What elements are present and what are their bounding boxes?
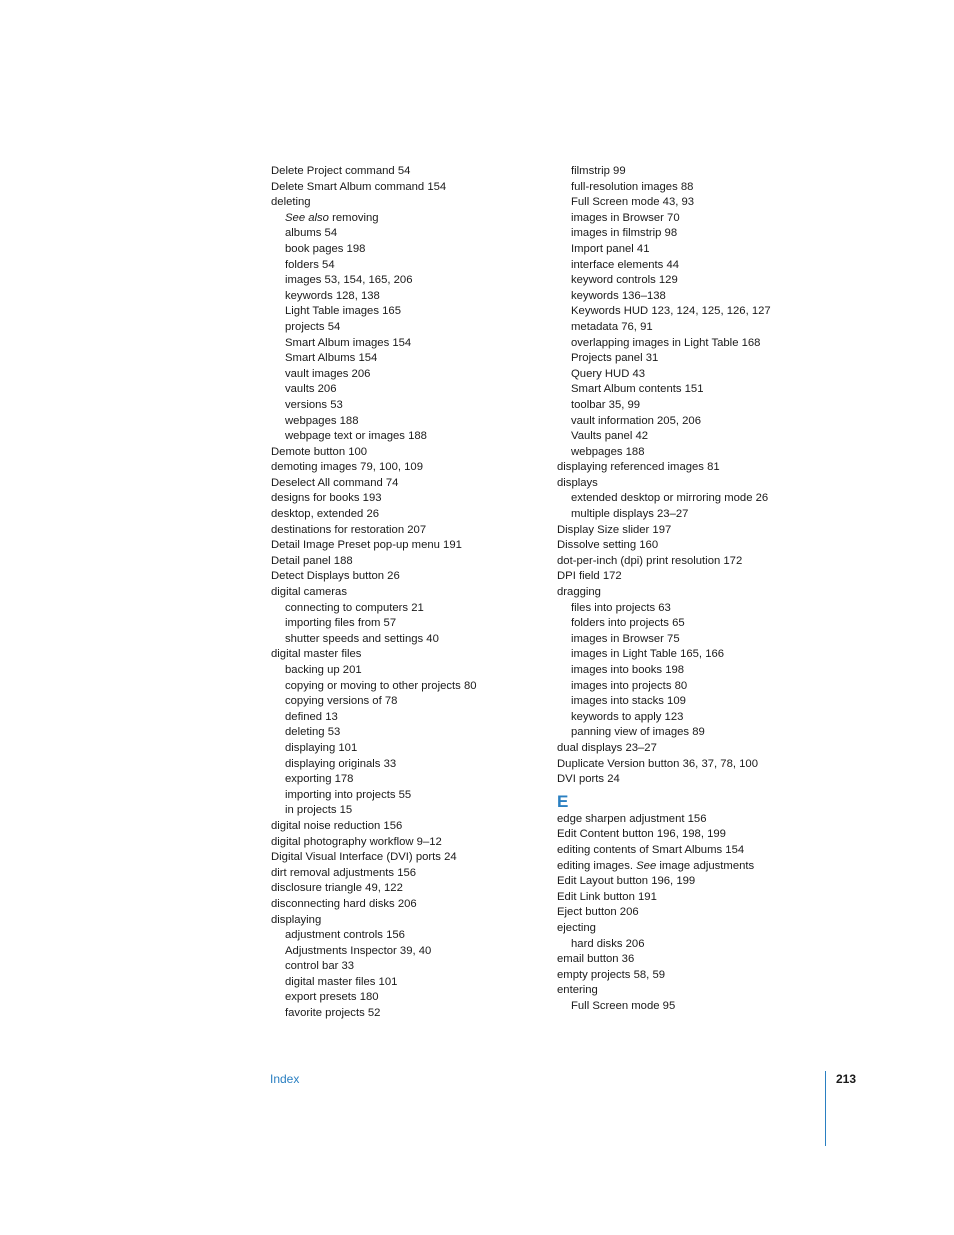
index-subentry: displaying originals 33 [285,757,397,770]
index-subentry: Full Screen mode 95 [571,999,676,1012]
index-subentry: full-resolution images 88 [571,180,694,193]
index-subentry: Query HUD 43 [571,367,646,380]
index-subentry: toolbar 35, 99 [571,398,641,411]
index-subentry: multiple displays 23–27 [571,508,689,521]
index-subentry: favorite projects 52 [285,1007,381,1020]
index-entry: desktop, extended 26 [271,508,380,521]
index-entry [557,859,857,875]
index-subentry: importing files from 57 [285,617,397,630]
index-subentry: book pages 198 [285,242,366,255]
index-subentry: metadata 76, 91 [571,320,653,333]
index-subentry: importing into projects 55 [285,788,412,801]
index-subentry: webpages 188 [285,414,359,427]
index-entry: digital photography workflow 9–12 [271,835,442,848]
index-subentry: digital master files 101 [285,975,398,988]
index-subentry: projects 54 [285,320,341,333]
index-entry: entering [557,984,598,997]
index-subentry: extended desktop or mirroring mode 26 [571,492,769,505]
index-entry: Edit Link button 191 [557,890,657,903]
index-subentry: in projects 15 [285,804,353,817]
index-entry: dirt removal adjustments 156 [271,866,417,879]
index-entry: email button 36 [557,953,635,966]
index-entry: empty projects 58, 59 [557,968,666,981]
index-entry: ejecting [557,921,596,934]
index-entry: dragging [557,586,601,599]
index-entry: DVI ports 24 [557,773,620,786]
entry-see-also: See also [285,211,329,224]
index-subentry: images in filmstrip 98 [571,227,678,240]
index-entry: Edit Content button 196, 198, 199 [557,828,726,841]
index-subentry: copying versions of 78 [285,695,398,708]
entry-see-reference: See [636,859,657,872]
index-entry: displaying referenced images 81 [557,461,720,474]
index-subentry: webpage text or images 188 [285,430,427,443]
index-entry: Delete Smart Album command 154 [271,180,447,193]
index-subentry: keywords to apply 123 [571,710,684,723]
index-subentry: Light Table images 165 [285,305,401,318]
index-subentry: shutter speeds and settings 40 [285,632,439,645]
entry-text: editing images. [557,859,637,872]
index-entry: editing contents of Smart Albums 154 [557,843,745,856]
index-subentry: vault images 206 [285,367,371,380]
index-subentry: webpages 188 [571,445,645,458]
index-subentry: export presets 180 [285,991,379,1004]
index-subentry: images into stacks 109 [571,695,686,708]
index-subentry: keyword controls 129 [571,274,678,287]
index-subentry: exporting 178 [285,773,354,786]
index-entry: Dissolve setting 160 [557,539,659,552]
index-subentry: images in Browser 75 [571,632,680,645]
index-subentry: images into projects 80 [571,679,688,692]
index-subentry: defined 13 [285,710,338,723]
index-entry: Demote button 100 [271,445,368,458]
index-entry: DPI field 172 [557,570,622,583]
index-subentry: Projects panel 31 [571,352,659,365]
index-entry: Detail Image Preset pop-up menu 191 [271,539,462,552]
index-entry: Deselect All command 74 [271,476,399,489]
index-subentry: Vaults panel 42 [571,430,649,443]
footer-divider [825,1071,826,1146]
index-subentry: images 53, 154, 165, 206 [285,274,413,287]
index-entry: destinations for restoration 207 [271,523,427,536]
index-entry: displays [557,476,598,489]
index-subentry: filmstrip 99 [571,165,626,177]
index-entry: Detect Displays button 26 [271,570,400,583]
index-subentry: Full Screen mode 43, 93 [571,196,695,209]
index-entry: Display Size slider 197 [557,523,672,536]
index-entry: disconnecting hard disks 206 [271,897,417,910]
index-entry: designs for books 193 [271,492,382,505]
index-letter-heading: E [557,791,569,811]
index-entry: dot-per-inch (dpi) print resolution 172 [557,554,743,567]
index-subentry: displaying 101 [285,741,358,754]
index-subentry: images in Light Table 165, 166 [571,648,725,661]
index-subentry: keywords 128, 138 [285,289,380,302]
index-entry: displaying [271,913,322,926]
index-entry: Duplicate Version button 36, 37, 78, 100 [557,757,758,770]
index-subentry: Keywords HUD 123, 124, 125, 126, 127 [571,305,771,318]
page-number: 213 [836,1072,857,1086]
index-entry: Detail panel 188 [271,554,353,567]
index-column-right [557,164,857,1014]
index-subentry: Import panel 41 [571,242,650,255]
index-subentry: folders into projects 65 [571,617,685,630]
index-subentry: copying or moving to other projects 80 [285,679,477,692]
index-entry: digital master files [271,648,362,661]
index-entry: digital cameras [271,586,347,599]
index-entry: Eject button 206 [557,906,639,919]
index-subentry: interface elements 44 [571,258,680,271]
index-entry: edge sharpen adjustment 156 [557,812,707,825]
index-entry: Edit Layout button 196, 199 [557,875,696,888]
footer-section-label: Index [270,1072,300,1086]
index-subentry: images into books 198 [571,664,685,676]
index-subentry: albums 54 [285,227,338,240]
index-subentry: Adjustments Inspector 39, 40 [285,944,432,957]
index-subentry: backing up 201 [285,664,362,676]
index-subentry: adjustment controls 156 [285,929,405,942]
index-subentry: vault information 205, 206 [571,414,701,427]
index-subentry: hard disks 206 [571,937,645,950]
index-subentry: images in Browser 70 [571,211,680,224]
index-subentry: connecting to computers 21 [285,601,424,614]
entry-text-tail: image adjustments [656,859,755,872]
index-subentry: folders 54 [285,258,335,271]
index-subentry [271,211,551,227]
index-subentry: versions 53 [285,398,343,411]
index-entry: digital noise reduction 156 [271,819,403,832]
index-subentry: Smart Album images 154 [285,336,412,349]
index-entry: demoting images 79, 100, 109 [271,461,423,474]
index-subentry: deleting 53 [285,726,341,739]
index-entry: dual displays 23–27 [557,741,657,754]
index-subentry: keywords 136–138 [571,289,666,302]
index-subentry: vaults 206 [285,383,337,396]
index-subentry: panning view of images 89 [571,726,705,739]
index-entry: Digital Visual Interface (DVI) ports 24 [271,851,457,864]
index-entry: deleting [271,196,311,209]
index-subentry: Smart Albums 154 [285,352,378,365]
index-subentry: overlapping images in Light Table 168 [571,336,761,349]
entry-text: removing [328,211,379,224]
index-entry: Delete Project command 54 [271,165,411,177]
index-subentry: control bar 33 [285,960,355,973]
index-entry: disclosure triangle 49, 122 [271,882,403,895]
index-subentry: files into projects 63 [571,601,671,614]
index-subentry: Smart Album contents 151 [571,383,704,396]
index-column-left [271,164,551,1022]
